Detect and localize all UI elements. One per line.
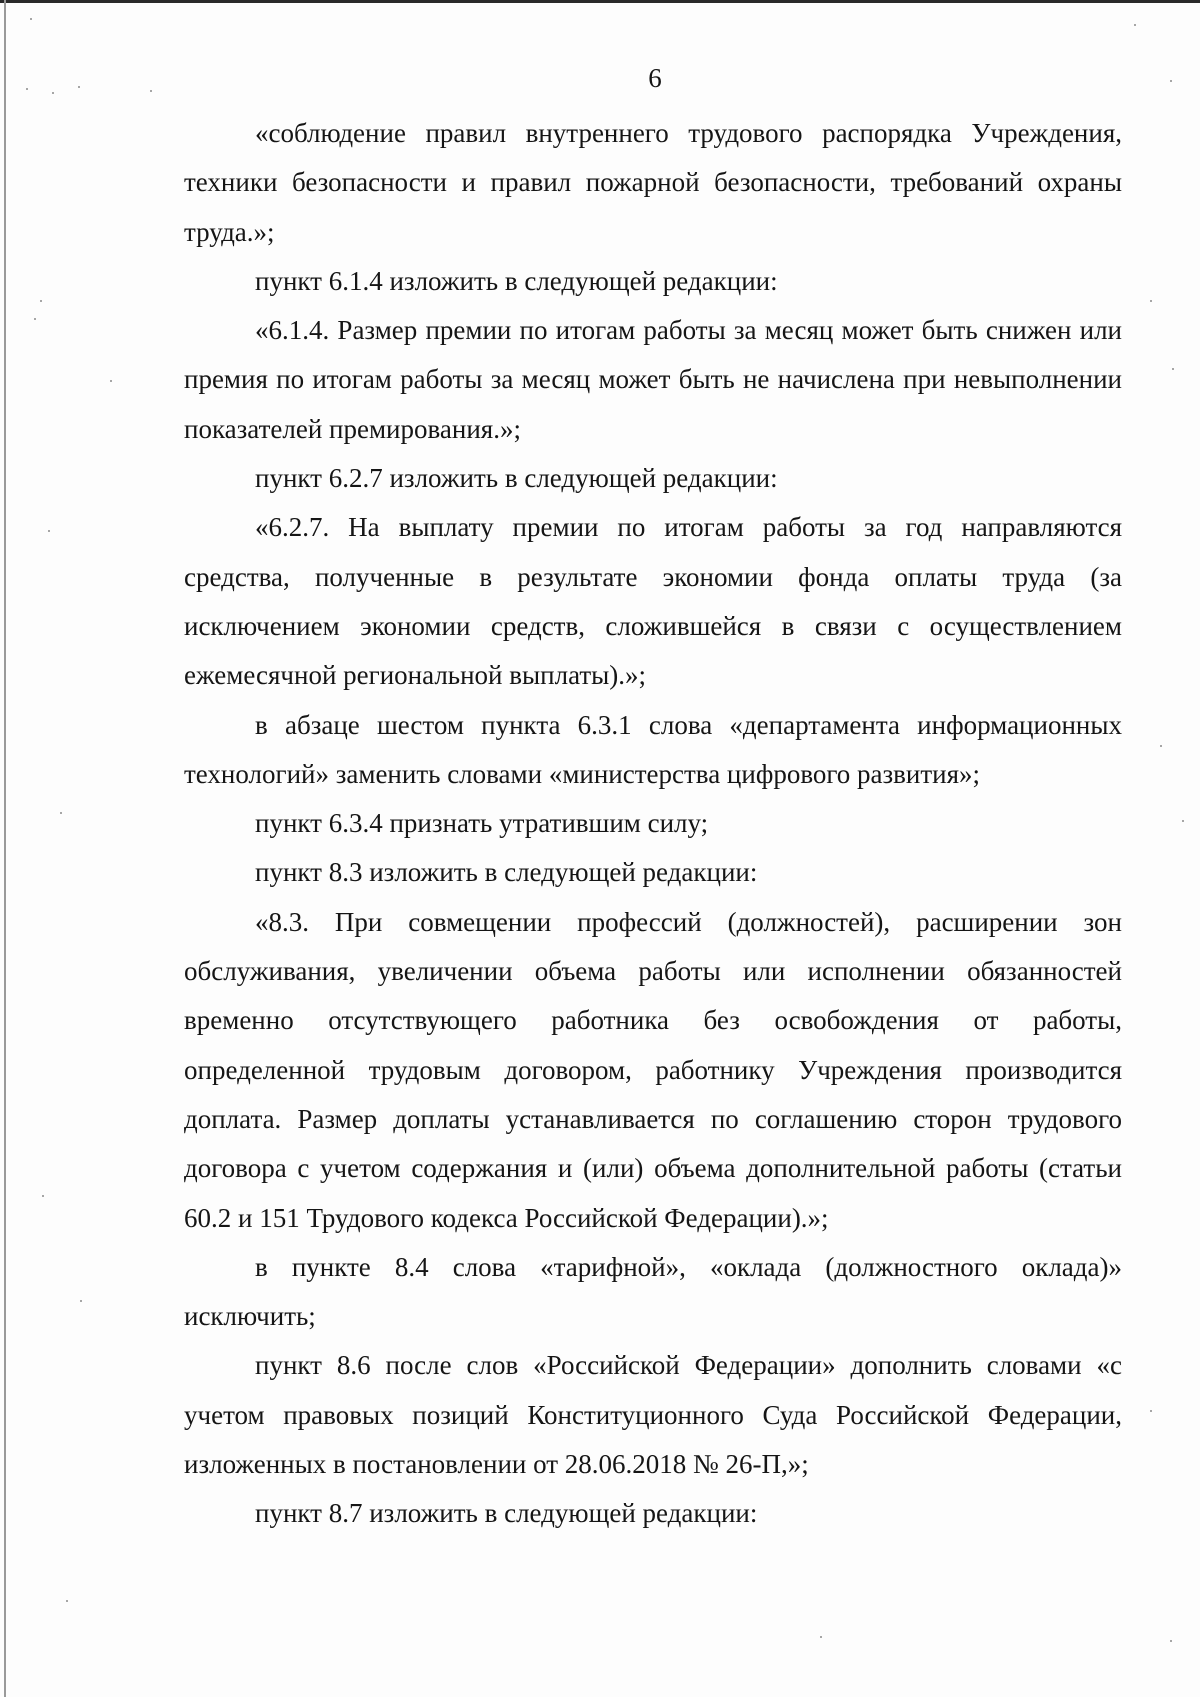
scan-border-top [0, 0, 1200, 3]
paragraph-8-7-intro: пункт 8.7 изложить в следующей редакции: [255, 1498, 758, 1529]
paragraph-6-2-7-intro: пункт 6.2.7 изложить в следующей редакции: [255, 463, 778, 494]
paragraph-6-2-7-text: «6.2.7. На выплату премии по итогам работы за год направляются средства, полученные в результате экономии фонда оплаты труда (за исключением экономии средств, сложившейся в связи с осуществлением ежемесячной региональной выплаты).»; [184, 512, 1122, 691]
paragraph-6-3-1: в абзаце шестом пункта 6.3.1 слова «департамента информационных технологий» заменить словами «министерства цифрового развития»; [184, 709, 1122, 789]
page-number: 6 [648, 63, 662, 93]
paragraph-8-3-intro: пункт 8.3 изложить в следующей редакции: [255, 857, 758, 888]
paragraph-6-3-4: пункт 6.3.4 признать утратившим силу; [255, 808, 709, 839]
document-body [184, 109, 1122, 1539]
paragraph-quote-rules: «соблюдение правил внутреннего трудового распорядка Учреждения, техники безопасности и правил пожарной безопасности, требований охраны труда.»; [184, 118, 1122, 247]
paragraph-8-4: в пункте 8.4 слова «тарифной», «оклада (должностного оклада)» исключить; [184, 1251, 1122, 1332]
paragraph-6-1-4-text: «6.1.4. Размер премии по итогам работы за месяц может быть снижен или премия по итогам работы за месяц может быть не начислена при невыполнении показателей премирования.»; [184, 315, 1122, 444]
paragraph-8-6: пункт 8.6 после слов «Российской Федерации» дополнить словами «с учетом правовых позиций Конституционного Суда Российской Федерации, изложенных в постановлении от 28.06.2018 № 26-П,»; [184, 1350, 1122, 1480]
paragraph-6-1-4-intro: пункт 6.1.4 изложить в следующей редакции: [255, 265, 778, 296]
scan-border-left [4, 0, 6, 1697]
paragraph-8-3-text: «8.3. При совмещении профессий (должностей), расширении зон обслуживания, увеличении объема работы или исполнении обязанностей временно отсутствующего работника без освобождения от работы, определенной трудовым договором, работнику Учреждения производится доплата. Размер доплаты устанавливается по соглашению сторон трудового договора с учетом содержания и (или) объема дополнительной работы (статьи 60.2 и 151 Трудового кодекса Российской Федерации).»; [184, 906, 1122, 1233]
